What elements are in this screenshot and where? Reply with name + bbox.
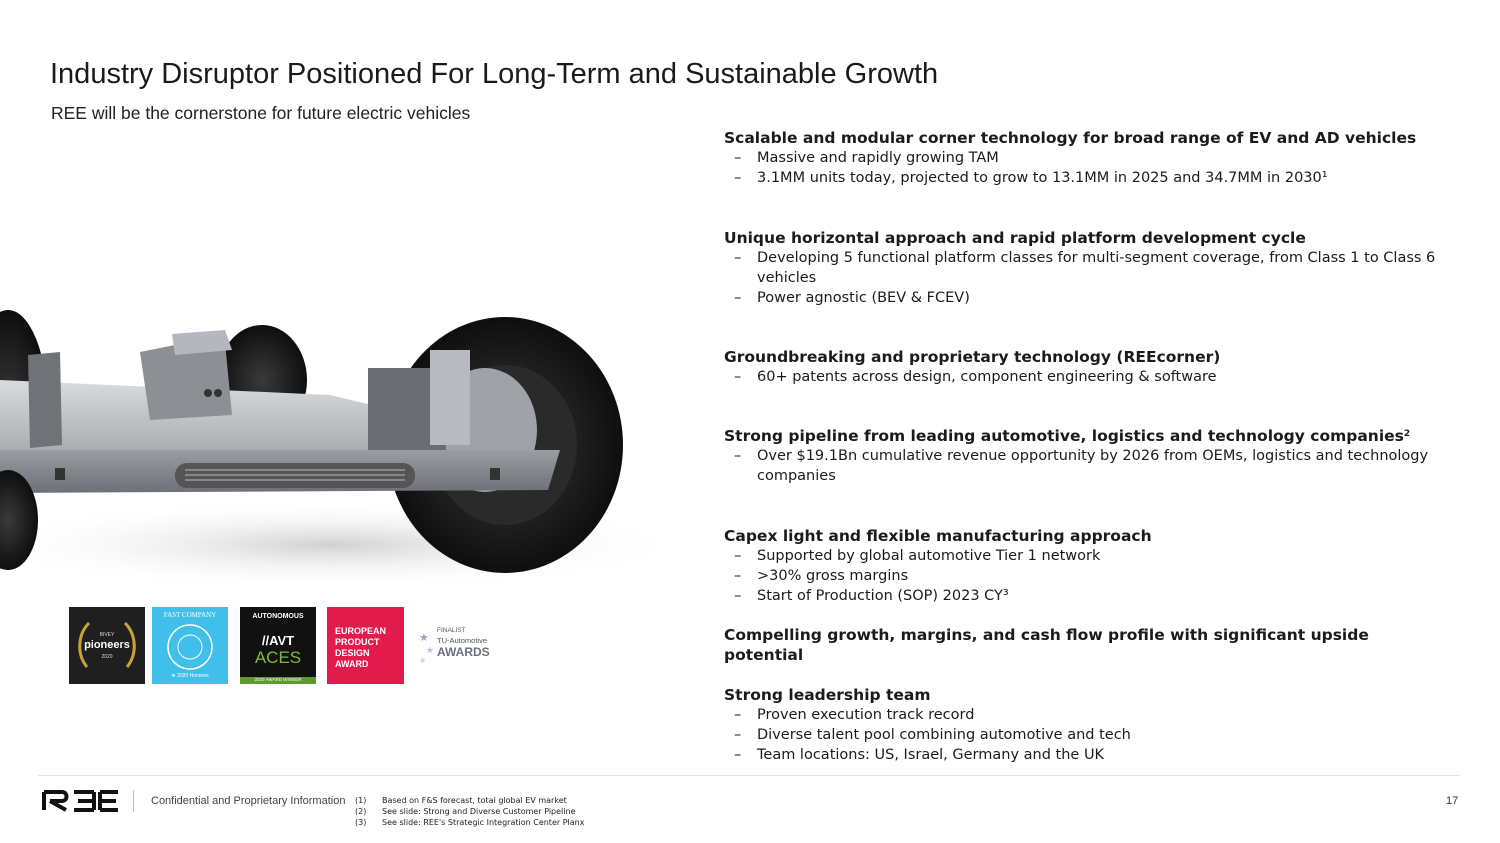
list-item: – Team locations: US, Israel, Germany and the UK xyxy=(724,745,1444,765)
svg-text:★: ★ xyxy=(419,656,427,665)
confidential-label: Confidential and Proprietary Information xyxy=(151,795,346,807)
pioneers-badge: BIVEY pioneers 2020 xyxy=(69,607,145,684)
section-proprietary xyxy=(724,347,1444,387)
fastcompany-badge: FAST COMPANY ★ 2020 Honoree xyxy=(152,607,228,684)
section-horizontal xyxy=(724,228,1444,308)
section-leadership xyxy=(724,685,1444,765)
section-title: Groundbreaking and proprietary technology (REEcorner) xyxy=(724,348,1221,366)
section-scalable xyxy=(724,128,1444,188)
list-item: – Supported by global automotive Tier 1 network xyxy=(724,546,1444,566)
page-subtitle: REE will be the cornerstone for future electric vehicles xyxy=(51,103,471,123)
battery-box xyxy=(28,352,62,448)
list-item: – Power agnostic (BEV & FCEV) xyxy=(724,288,1444,308)
avt-aces-badge: AUTONOMOUS //AVT ACES 2020 AWARD WINNER xyxy=(240,607,316,684)
european-design-badge: EUROPEAN PRODUCT DESIGN AWARD xyxy=(327,607,404,684)
list-item: – Proven execution track record xyxy=(724,705,1444,725)
section-pipeline xyxy=(724,426,1444,486)
section-title: Strong leadership team xyxy=(724,686,931,704)
footnote: (3) See slide: REE's Strategic Integration Center Planx xyxy=(355,818,585,827)
list-item: – 60+ patents across design, component engineering & software xyxy=(724,367,1444,387)
list-item: – 3.1MM units today, projected to grow to 13.1MM in 2025 and 34.7MM in 2030¹ xyxy=(724,168,1444,188)
footnotes xyxy=(355,795,584,828)
section-title: Compelling growth, margins, and cash flow profile with significant upside potential xyxy=(724,626,1369,664)
list-item: – Massive and rapidly growing TAM xyxy=(724,148,1444,168)
footnote: (1) Based on F&S forecast, total global EV market xyxy=(355,796,567,805)
section-title: Strong pipeline from leading automotive, logistics and technology companies$^2$ xyxy=(724,427,1411,445)
list-item: – Diverse talent pool combining automotive and tech xyxy=(724,725,1444,745)
footer-divider xyxy=(38,775,1460,776)
list-item: – Start of Production (SOP) 2023 CY³ xyxy=(724,586,1444,606)
section-capex xyxy=(724,526,1444,606)
page-title: Industry Disruptor Positioned For Long-Term and Sustainable Growth xyxy=(50,58,939,90)
logo-separator xyxy=(133,790,134,812)
svg-text:★: ★ xyxy=(419,632,429,644)
list-item: – Over $19.1Bn cumulative revenue opportunity by 2026 from OEMs, logistics and technology companies xyxy=(724,446,1444,486)
page-number: 17 xyxy=(1446,795,1459,807)
section-title: Capex light and flexible manufacturing approach xyxy=(724,527,1152,545)
section-title: Scalable and modular corner technology for broad range of EV and AD vehicles xyxy=(724,129,1417,147)
list-item: – >30% gross margins xyxy=(724,566,1444,586)
section-title: Unique horizontal approach and rapid platform development cycle xyxy=(724,229,1306,247)
svg-text:★: ★ xyxy=(426,645,435,655)
footnote: (2) See slide: Strong and Diverse Customer Pipeline xyxy=(355,807,576,816)
list-item: – Developing 5 functional platform classes for multi-segment coverage, from Class 1 to Class 6 vehicles xyxy=(724,248,1444,288)
section-growth xyxy=(724,625,1444,665)
tu-automotive-badge: ★ ★ ★ FINALIST TU-Automotive AWARDS xyxy=(407,607,515,684)
ev-platform-image xyxy=(0,290,690,620)
ree-logo xyxy=(42,790,122,812)
